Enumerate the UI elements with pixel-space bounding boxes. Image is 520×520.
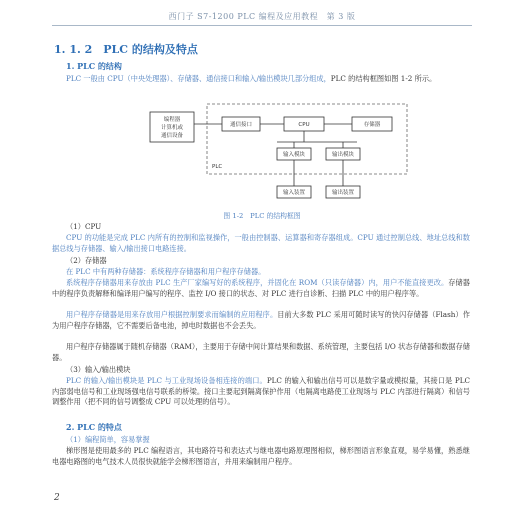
feature-item-1-text: 梯形图是使用最多的 PLC 编程语言，其电路符号和表达式与继电器电路原理图相似，梯形图语言形象直观，易学易懂，熟悉继电器电路图的电气技术人员很快就能学会梯形图语言，并用来编制用户程序。	[52, 446, 470, 466]
section-title: 1. 1. 2 PLC 的结构及特点	[54, 43, 198, 56]
structure-intro-highlight: PLC 一般由 CPU（中央处理器）、存储器、通信接口和输入/输出模块几部分组成，	[66, 74, 331, 83]
book-page	[52, 0, 472, 520]
io-rest: PLC 的输入和输出信号可以是数字量或模拟量，其接口是 PLC 内部弱电信号和工业现场强电信号联系的桥梁。接口主要起到隔离保护作用（电隔离电路使工业现场与 PLC 内部进行隔离）和信号调整作用（把不同的信号调整成 CPU 可以处理的信号）。	[52, 376, 471, 407]
cpu-text: CPU 的功能是完成 PLC 内所有的控制和监视操作，一般由控制器、运算器和寄存器组成。CPU 通过控制总线、地址总线和数据总线与存储器、输入/输出接口电路连接。	[52, 233, 470, 253]
comm-interface-label: 通信接口	[229, 122, 253, 128]
subsection-title-features: 2. PLC 的特点	[66, 422, 122, 432]
feature-item-1: （1）编程简单，容易掌握	[66, 435, 150, 444]
programmer-label-1: 编程器	[163, 117, 181, 123]
system-memory-highlight: 系统程序存储器用来存放由 PLC 生产厂家编写好的系统程序，并固化在 ROM（只读存储器）内，用户不能直接更改。	[66, 278, 449, 287]
user-memory-highlight: 用户程序存储器是用来存放用户根据控制要求而编制的应用程序。	[66, 310, 278, 319]
subsection-title-structure: 1. PLC 的结构	[66, 61, 122, 71]
user-memory-text	[52, 310, 470, 331]
memory-label: 存储器	[363, 122, 381, 128]
io-heading: （3）输入/输出模块	[66, 365, 131, 374]
programmer-label-2: 计算机或	[160, 125, 184, 131]
page-number: 2	[54, 493, 60, 503]
io-text	[52, 376, 470, 408]
header-rule	[52, 25, 472, 26]
running-header: 西门子 S7-1200 PLC 编程及应用教程 第 3 版	[168, 12, 356, 21]
input-module-label: 输入模块	[282, 152, 306, 158]
cpu-heading: （1）CPU	[66, 222, 102, 231]
programmer-label-3: 通信设备	[160, 133, 184, 139]
system-memory-text	[52, 278, 470, 299]
structure-intro-rest: PLC 的结构框图如图 1-2 所示。	[330, 74, 437, 83]
output-module-label: 输出模块	[331, 152, 355, 158]
plc-boundary-label: PLC	[212, 164, 223, 170]
output-device-label: 输出装置	[331, 190, 355, 196]
input-device-label: 输入装置	[282, 190, 306, 196]
cpu-label: CPU	[298, 122, 310, 128]
system-memory-rest: 存储器中的程序负责解释和编译用户编写的程序、监控 I/O 接口的状态、对 PLC 进行自诊断、扫描 PLC 中的用户程序等。	[52, 278, 470, 298]
memory-heading: （2）存储器	[66, 256, 107, 265]
structure-intro	[52, 74, 470, 85]
figure-caption: 图 1-2 PLC 的结构框图	[223, 212, 301, 220]
plc-boundary	[207, 104, 407, 174]
data-memory-text: 用户程序存储器属于随机存储器（RAM），主要用于存储中间计算结果和数据、系统管理，主要包括 I/O 状态存储器和数据存储器。	[52, 342, 470, 362]
io-highlight: PLC 的输入/输出模块是 PLC 与工业现场设备相连接的端口。	[66, 376, 267, 385]
plc-structure-diagram	[112, 98, 412, 208]
memory-intro: 在 PLC 中有两种存储器：系统程序存储器和用户程序存储器。	[66, 267, 266, 276]
user-memory-rest: 目前大多数 PLC 采用可随时读写的快闪存储器（Flash）作为用户程序存储器，它不需要后备电池，掉电时数据也不会丢失。	[52, 310, 470, 330]
